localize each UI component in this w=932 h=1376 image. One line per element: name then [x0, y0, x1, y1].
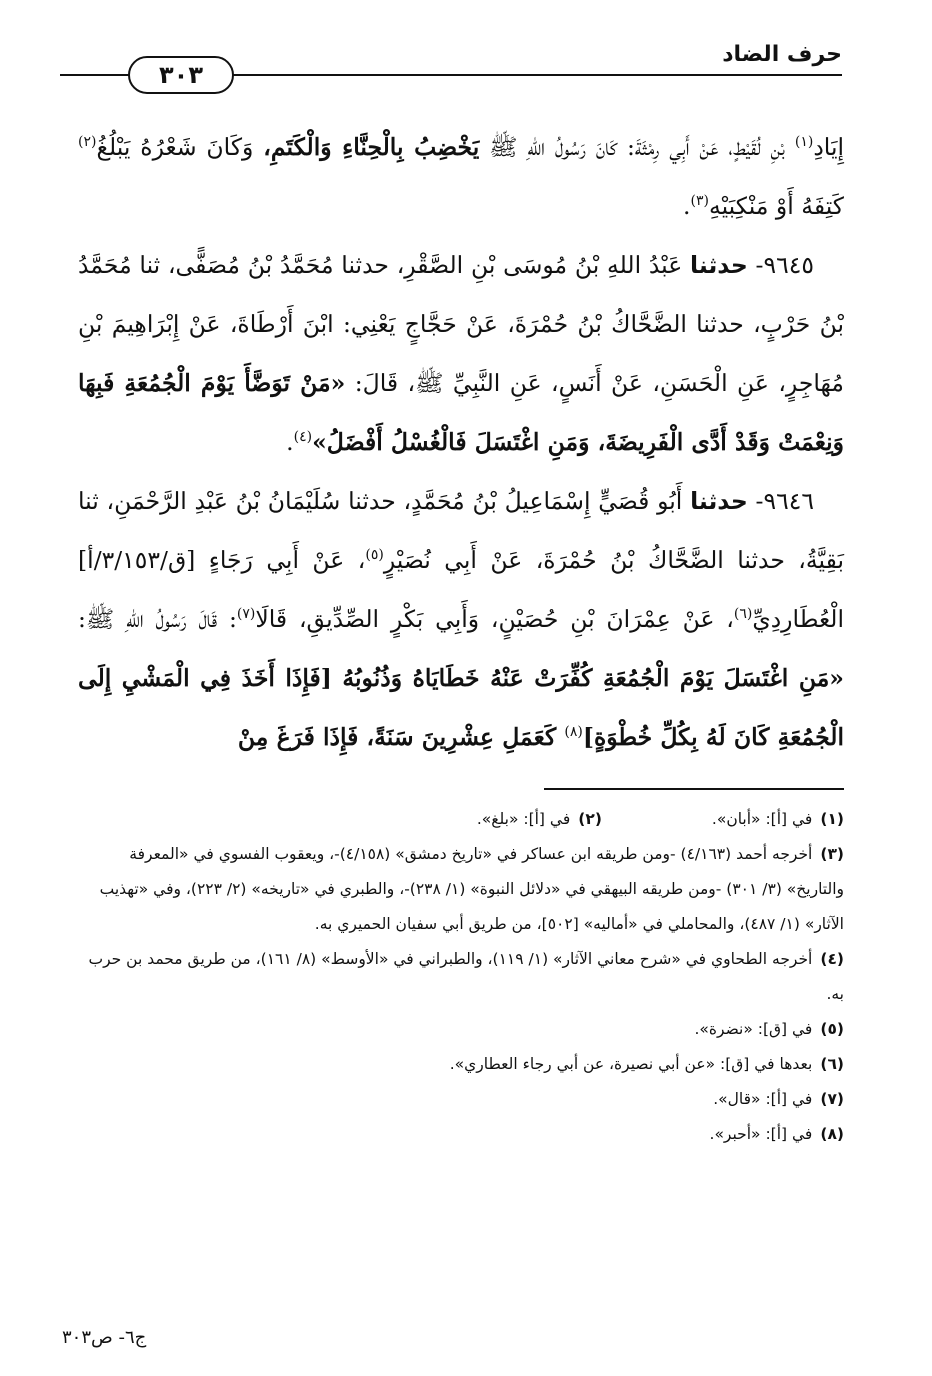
footnote-text: أخرجه الطحاوي في «شرح معاني الآثار» (١/ ١١٩)، والطبراني في «الأوسط» (٨/ ١٦١)، من طريق محمد بن حرب به.: [88, 950, 844, 1003]
footnote-6: [78, 1047, 844, 1082]
footnote-1: [712, 802, 844, 837]
footnote-4: [78, 942, 844, 1012]
footnote-ref: (٨): [564, 724, 583, 741]
footnote-8: [78, 1117, 844, 1152]
paragraph-continued: [78, 118, 844, 236]
hadith-text: «مَنِ اغْتَسَلَ يَوْمَ الْجُمُعَةِ كُفِّرَتْ عَنْهُ خَطَايَاهُ وَذُنُوبُهُ [فَإِذَا أَخَذَ فِي الْمَشْيِ إِلَى الْجُمُعَةِ كَانَ لَهُ بِكُلِّ خُطْوَةٍ]: [78, 664, 844, 751]
footnote-text: في [أ]: «بلغ».: [476, 810, 571, 828]
text-segment: وَكَانَ شَعْرُهُ يَبْلُغُ: [96, 133, 264, 161]
footnote-5: [78, 1012, 844, 1047]
hadith-number: ٩٦٤٥-: [747, 251, 814, 279]
text-segment: .: [683, 192, 691, 220]
footnote-number: (٥): [820, 1020, 844, 1038]
footnote-number: (٣): [820, 845, 844, 863]
narration-keyword: حدثنا: [690, 251, 748, 279]
hadith-text: يَخْضِبُ بِالْحِنَّاءِ وَالْكَتَمِ،: [263, 133, 480, 161]
footnote-ref: (٦): [733, 606, 753, 623]
hadith-9645: [78, 236, 844, 472]
footnote-text: بعدها في [ق]: «عن أبي نصيرة، عن أبي رجاء العطاري».: [449, 1055, 813, 1073]
footnote-number: (٢): [578, 810, 602, 828]
footnote-text: في [أ]: «أحبر».: [709, 1125, 813, 1143]
footnote-number: (١): [820, 810, 844, 828]
page-header: [60, 38, 842, 98]
isnad-text: : قَالَ رَسُولُ اللهِ ﷺ:: [78, 605, 237, 633]
narration-keyword: حدثنا: [690, 487, 748, 515]
text-segment: كَتِفَهُ أَوْ مَنْكِبَيْهِ: [708, 192, 844, 220]
text-segment: إِيَادِ: [813, 133, 845, 161]
text-segment: .: [286, 428, 294, 456]
volume-page-ref: ج٦- ص٣٠٣: [62, 1327, 147, 1348]
footnote-ref: (٤): [293, 429, 313, 446]
hadith-9646: [78, 472, 844, 767]
text-segment: بْنِ لُقَيْطٍ، عَنْ أَبِي رِمْثَةَ: كَانَ رَسُولُ اللهِ ﷺ: [479, 133, 795, 161]
footnote-2: [477, 802, 602, 837]
footnotes: [78, 802, 844, 1152]
footnote-3: [78, 837, 844, 942]
hadith-number: ٩٦٤٦-: [747, 487, 814, 515]
footnote-text: في [أ]: «أبان».: [711, 810, 813, 828]
footnote-number: (٧): [820, 1090, 844, 1108]
isnad-text: عَبْدُ اللهِ بْنُ مُوسَى بْنِ الصَّقْرِ، حدثنا مُحَمَّدُ بْنُ مُصَفًّى، ثنا مُحَمَّدُ بْنُ حَرْبٍ، حدثنا الضَّحَّاكُ بْنُ حُمْرَةَ، عَنْ حَجَّاجٍ يَعْنِي: ابْنَ أَرْطَاةَ، عَنْ إِبْرَاهِيمَ بْنِ مُهَاجِرٍ، عَنِ الْحَسَنِ، عَنْ أَنَسٍ، عَنِ النَّبِيِّ ﷺ، قَالَ:: [78, 251, 844, 397]
footnote-ref: (٣): [690, 193, 709, 210]
footnote-ref: (٧): [236, 606, 256, 623]
isnad-text: ، عَنْ أَبِي رَجَاءٍ [ق/٣/١٥٣/أ] الْعُطَارِدِيِّ: [78, 546, 844, 633]
footnote-text: أخرجه أحمد (٤/١٦٣) -ومن طريقه ابن عساكر في «تاريخ دمشق» (٤/١٥٨)-، ويعقوب الفسوي في «المعرفة والتاريخ» (٣/ ٣٠١) -ومن طريقه البيهقي في «دلائل النبوة» (١/ ٢٣٨)-، والطبري في «تاريخه» (٢/ ٢٢٣)، وفي «تهذيب الآثار» (١/ ٤٨٧)، والمحاملي في «أماليه» [٥٠٢]، من طريق أبي سفيان الحميري به.: [99, 845, 844, 933]
hadith-text: «مَنْ تَوَضَّأَ يَوْمَ الْجُمُعَةِ فَبِهَا وَنِعْمَتْ وَقَدْ أَدَّى الْفَرِيضَةَ، وَمَنِ اغْتَسَلَ فَالْغُسْلُ أَفْضَلُ»: [78, 369, 844, 456]
chapter-title: حرف الضاد: [722, 42, 842, 67]
page-number: ٣٠٣: [128, 56, 234, 94]
footnote-7: [78, 1082, 844, 1117]
footnote-ref: (٢): [78, 134, 97, 151]
hadith-text: كَعَمَلِ عِشْرِينَ سَنَةً، فَإِذَا فَرَغَ مِنْ: [237, 723, 565, 751]
isnad-text: أَبُو قُصَيٍّ إِسْمَاعِيلُ بْنُ مُحَمَّدٍ، حدثنا سُلَيْمَانُ بْنُ عَبْدِ الرَّحْمَنِ، ثنا بَقِيَّةُ، حدثنا الضَّحَّاكُ بْنُ حُمْرَةَ، عَنْ أَبِي نُصَيْرٍ: [78, 487, 844, 574]
footnote-ref: (١): [794, 134, 814, 151]
footnote-number: (٨): [820, 1125, 844, 1143]
footnote-ref: (٥): [365, 547, 384, 564]
footnote-text: في [ق]: «نضرة».: [694, 1020, 813, 1038]
footnote-row: [78, 802, 844, 837]
isnad-text: ، عَنْ عِمْرَانَ بْنِ حُصَيْنٍ، وَأَبِي بَكْرٍ الصِّدِّيقِ، قَالَا: [255, 605, 734, 633]
footnote-number: (٦): [820, 1055, 844, 1073]
footnote-number: (٤): [820, 950, 844, 968]
main-text: [78, 118, 844, 767]
footnote-separator: [544, 788, 844, 790]
footnote-text: في [أ]: «قال».: [713, 1090, 813, 1108]
